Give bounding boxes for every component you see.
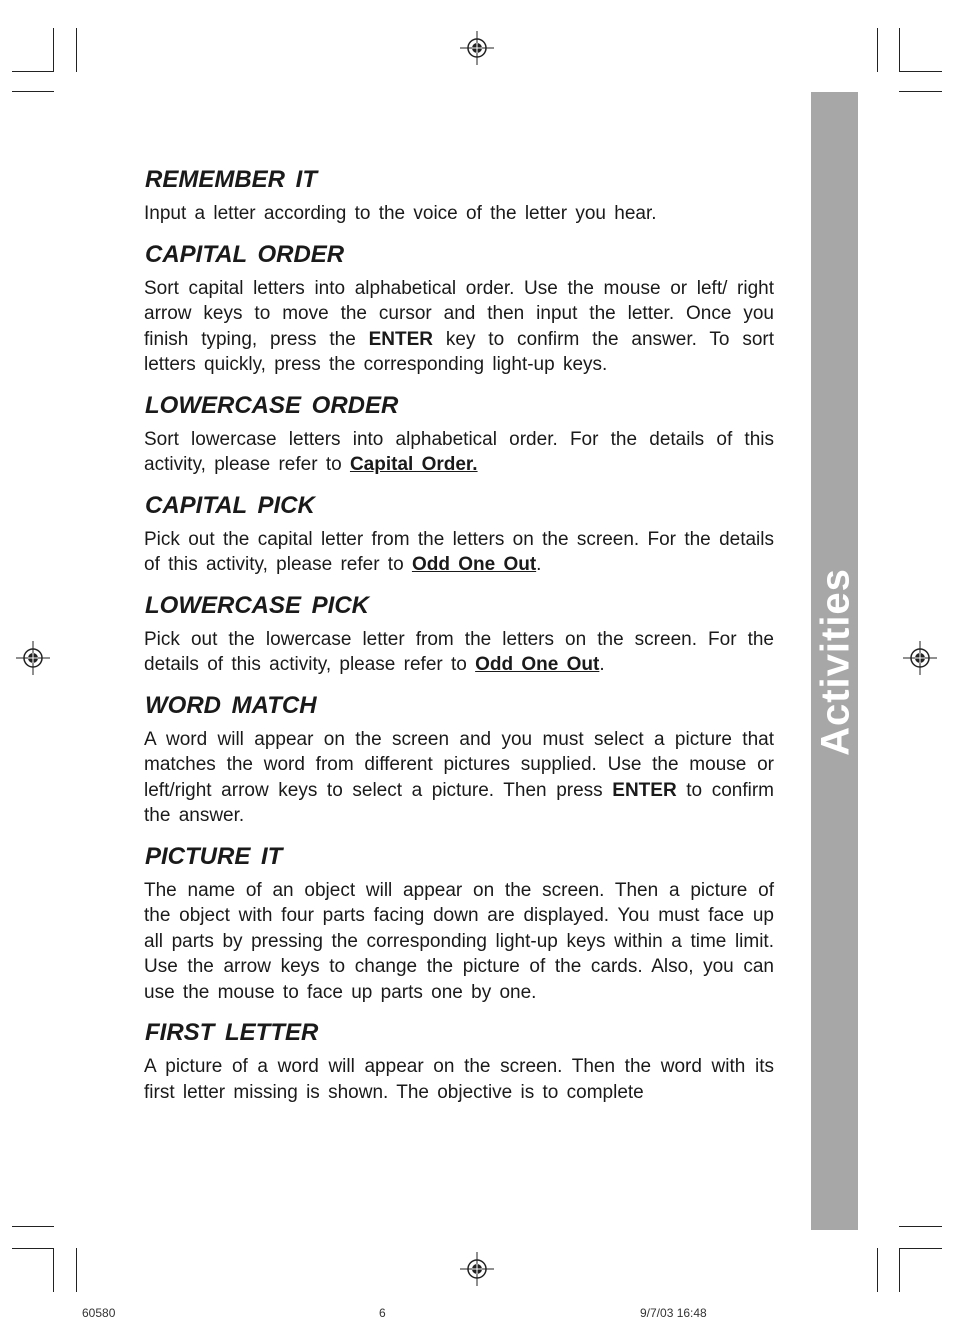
crop-mark bbox=[76, 1248, 77, 1292]
description-text: A word will appear on the screen and you must select a picture that matches the word from different pictures supplied. Use the mouse or left/right arrow keys to select a picture. Then press bbox=[144, 728, 774, 801]
crop-mark bbox=[899, 1226, 942, 1227]
activity-section bbox=[144, 692, 774, 829]
activity-section bbox=[144, 1019, 774, 1105]
description-text: A picture of a word will appear on the screen. Then the word with its first letter missing is shown. The objective is to complete bbox=[144, 1056, 774, 1103]
registration-mark-icon bbox=[460, 1252, 494, 1286]
description-text: The name of an object will appear on the screen. Then a picture of the object with four parts facing down are displayed. You must face up all parts by pressing the corresponding light-up keys within a time limit. Use the arrow keys to change the picture of the cards. Also, you can use the mouse to face up parts one by one. bbox=[144, 879, 774, 1003]
activity-description bbox=[144, 527, 774, 578]
key-name: ENTER bbox=[612, 779, 677, 801]
print-date: 9/7/03 16:48 bbox=[640, 1306, 707, 1320]
crop-mark bbox=[76, 28, 77, 72]
description-text: Input a letter according to the voice of the letter you hear. bbox=[144, 203, 657, 224]
crop-mark bbox=[53, 28, 54, 72]
activity-heading: CAPITAL ORDER bbox=[145, 240, 345, 268]
description-text: Sort capital letters into alphabetical order. Use the mouse or left/ right arrow keys to move the cursor and then input the letter. Once you finish typing, press the bbox=[144, 277, 774, 350]
crop-mark bbox=[877, 1248, 878, 1292]
activity-section bbox=[144, 592, 774, 678]
crop-mark bbox=[899, 1248, 942, 1249]
crop-mark bbox=[899, 28, 900, 72]
activity-heading: PICTURE IT bbox=[145, 842, 283, 870]
crop-mark bbox=[12, 1226, 54, 1227]
crop-mark bbox=[899, 91, 942, 92]
cross-reference: Capital Order. bbox=[349, 454, 478, 475]
activity-section bbox=[144, 843, 774, 1006]
activity-section bbox=[144, 241, 774, 378]
crop-mark bbox=[53, 1248, 54, 1292]
activity-description bbox=[144, 727, 774, 829]
crop-mark bbox=[12, 1248, 54, 1249]
crop-mark bbox=[877, 28, 878, 72]
activity-description bbox=[144, 878, 774, 1006]
crop-mark bbox=[899, 1248, 900, 1292]
description-text: key to confirm the answer. To sort letters quickly, press the corresponding light-up keys. bbox=[144, 328, 774, 375]
cross-reference: Odd One Out bbox=[411, 554, 537, 575]
registration-mark-icon bbox=[903, 641, 937, 675]
activity-section bbox=[144, 392, 774, 478]
activity-heading: REMEMBER IT bbox=[145, 166, 317, 193]
activity-description bbox=[144, 627, 774, 678]
print-job-code: 60580 bbox=[82, 1306, 116, 1320]
activity-section bbox=[144, 492, 774, 578]
activity-heading: LOWERCASE ORDER bbox=[145, 391, 399, 419]
registration-mark-icon bbox=[460, 31, 494, 65]
registration-mark-icon bbox=[16, 641, 50, 675]
crop-mark bbox=[12, 91, 54, 92]
cross-reference: Odd One Out bbox=[475, 654, 600, 675]
crop-mark bbox=[899, 71, 942, 72]
activity-description bbox=[144, 1054, 774, 1105]
description-text: Pick out the lowercase letter from the letters on the screen. For the details of this activity, please refer to bbox=[144, 628, 774, 675]
description-text: . bbox=[536, 554, 542, 575]
activity-description bbox=[144, 276, 774, 378]
description-text: . bbox=[599, 654, 605, 675]
activity-heading: WORD MATCH bbox=[145, 691, 317, 719]
activity-heading: FIRST LETTER bbox=[145, 1019, 319, 1046]
activity-description bbox=[144, 201, 774, 227]
activity-description bbox=[144, 427, 774, 478]
activity-section bbox=[144, 166, 774, 227]
activity-heading: CAPITAL PICK bbox=[145, 491, 315, 519]
key-name: ENTER bbox=[368, 328, 434, 350]
side-tab-label: Activities bbox=[813, 568, 858, 756]
crop-mark bbox=[12, 71, 54, 72]
description-text: Sort lowercase letters into alphabetical order. For the details of this activity, please refer to bbox=[144, 428, 774, 475]
description-text: Pick out the capital letter from the letters on the screen. For the details of this activity, please refer to bbox=[144, 528, 774, 575]
description-text: to confirm the answer. bbox=[144, 779, 774, 826]
activity-heading: LOWERCASE PICK bbox=[145, 591, 370, 619]
activities-content bbox=[144, 166, 774, 1119]
page-number: 6 bbox=[379, 1306, 386, 1320]
